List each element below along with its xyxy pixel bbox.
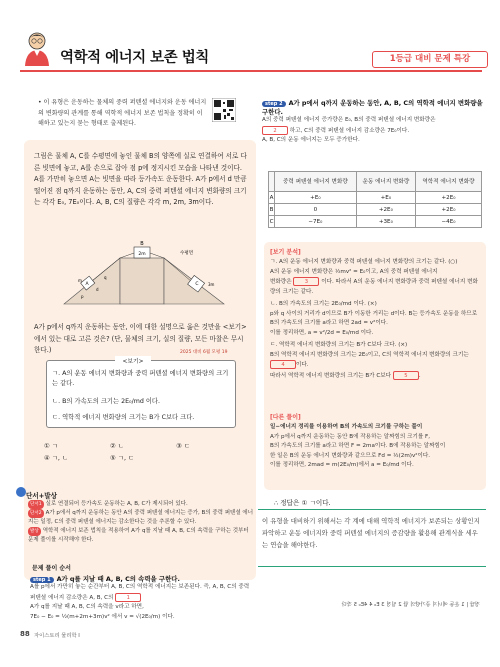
analysis-text: . xyxy=(418,372,421,379)
label-2m: 2m xyxy=(138,252,146,257)
table-row xyxy=(269,216,482,228)
step2-title: A가 p에서 q까지 운동하는 동안, A, B, C의 역학적 에너지 변화량을 구한다. xyxy=(262,99,483,116)
analysis-text: B의 역학적 에너지 변화량의 크기는 2E₀이고, C의 역학적 에너지 변화량의 크기는 xyxy=(270,351,469,358)
step1-text: A를 p에서 가만히 놓는 순간부터 A, B, C의 역학적 에너지는 보존된다. 즉, A, B, C의 중력 퍼텐셜 에너지 감소량은 A, B, C의 xyxy=(30,584,250,601)
analysis-label: [보기 분석] xyxy=(270,249,301,256)
lightbulb-icon xyxy=(16,487,26,497)
fill-box-2: 2 xyxy=(262,126,288,135)
table-cell: +2E₀ xyxy=(415,204,481,216)
step1-line: A가 q를 지날 때 A, B, C의 속력을 v라고 하면, xyxy=(30,604,144,610)
label-p: p xyxy=(81,294,84,299)
comment-text: 이 유형을 대비하기 위해서는 각 계에 대해 역학적 에너지가 보존되는 상황인지 파악하고 운동 에너지와 중력 퍼텐셜 에너지의 증감량을 활용해 관계식을 세우는 연습을 해야한다. xyxy=(262,517,480,549)
label-q: q xyxy=(104,275,107,280)
source-tag: 2025 대비 6월 모평 19 xyxy=(180,350,228,355)
solution-order-heading: 문제 풀이 순서 xyxy=(32,565,71,572)
table-header-row xyxy=(269,172,482,192)
title-divider xyxy=(20,70,482,72)
step2-line: A, B, C의 운동 에너지는 모두 증가한다. xyxy=(262,137,360,143)
another-line: 이를 정리하면, 2mad = m(2E₀/m)에서 a = E₀/md 이다. xyxy=(270,462,414,468)
step1-tag: step 1 xyxy=(30,577,54,583)
label-plane: 수평면 xyxy=(180,251,194,256)
step2-tag: step 2 xyxy=(262,101,286,107)
label-c: C xyxy=(195,282,199,287)
answer-choices xyxy=(44,440,244,464)
analysis-text: 이다. 따라서 A의 운동 에너지 변화량과 중력 퍼텐셜 에너지 변화량의 크기는 같다. xyxy=(270,279,478,295)
answer-line: ∴ 정답은 ① ㄱ이다. xyxy=(274,499,331,507)
table-cell: +E₀ xyxy=(275,192,357,204)
problem-question: A가 p에서 q까지 운동하는 동안, 이에 대한 설명으로 옳은 것만을 <보기>에서 있는 대로 고른 것은? (단, 물체의 크기, 실의 질량, 모든 마찰은 무시한다.) xyxy=(34,323,247,354)
table-row xyxy=(269,192,482,204)
tip-text: 실로 연결되어 등가속도 운동하는 A, B, C가 제시되어 있다. xyxy=(45,501,188,507)
step2-heading xyxy=(262,98,486,116)
table-row xyxy=(269,204,482,216)
answer-key-mirrored: 정답 | 1 운동 에너지 증가량의 합 2 일정 3 E₀ 4 4E₀ 5 작다 xyxy=(341,602,480,608)
table-cell: +E₀ xyxy=(356,192,415,204)
analysis-line: 이를 정리하면, a = v²/2d = E₀/md 이다. xyxy=(270,329,374,336)
teacher-avatar-icon xyxy=(20,30,54,66)
table-cell: −4E₀ xyxy=(415,216,481,228)
label-a: A xyxy=(85,282,89,287)
another-line: 한 일은 B의 운동 에너지 변화량과 같으므로 Fd = ½(2m)v²이다. xyxy=(270,452,431,459)
step1-heading xyxy=(30,574,256,583)
page-title: 역학적 에너지 보존 법칙 xyxy=(60,50,209,66)
tip-line xyxy=(28,527,254,545)
table-header: 운동 에너지 변화량 xyxy=(356,172,415,192)
analysis-line xyxy=(270,351,482,371)
tips-list xyxy=(28,500,254,545)
bogi-item: ㄱ. A의 운동 에너지 변화량과 중력 퍼텐셜 에너지 변화량의 크기는 같다. xyxy=(52,370,229,387)
analysis-line: ㄱ. A의 운동 에너지 변화량과 중력 퍼텐셜 에너지 변화량의 크기는 같다. (○) xyxy=(270,259,458,265)
tip-tag: 단서2 xyxy=(30,511,42,516)
analysis-line: ㄷ. 역학적 에너지 변화량의 크기는 B가 C보다 크다. (×) xyxy=(270,342,408,348)
tip-tag: 발상 xyxy=(30,529,39,534)
problem-statement: 그림은 물체 A, C를 수평면에 놓인 물체 B의 양쪽에 실로 연결하여 서로 다른 빗면에 놓고, A를 손으로 잡아 점 p에 정지시킨 모습을 나타낸 것이다. A를 가만히 놓으면 A는 빗면을 따라 등가속도 운동한다. A가 p에서 d 만큼 떨어진 점 q까지 운동하는 동안, A, C의 중력 퍼텐셜 에너지 변화량의 크기는 각각 E₀, 7E₀이다. A, B, C의 질량은 각각 m, 2m, 3m이다. xyxy=(34,152,247,206)
incline-diagram xyxy=(60,238,228,308)
another-solution xyxy=(270,423,482,471)
page-number: 88 xyxy=(20,630,30,638)
fill-box-4: 4 xyxy=(270,360,296,369)
bogi-label: <보기> xyxy=(115,356,151,365)
table-cell: −7E₀ xyxy=(275,216,357,228)
choice-2[interactable]: ② ㄴ xyxy=(110,442,124,450)
label-3m: 3m xyxy=(208,282,215,287)
analysis-line xyxy=(270,277,482,297)
table-cell: +2E₀ xyxy=(415,192,481,204)
table-header: 중력 퍼텐셜 에너지 변화량 xyxy=(275,172,357,192)
another-line: B의 가속도의 크기를 a라고 하면 F = 2ma이다. B에 작용하는 알짜힘이 xyxy=(270,443,446,449)
step1-line: 7E₀ − E₀ = ½(m+2m+3m)v² 에서 v = √(2E₀/m) 이다. xyxy=(30,613,175,620)
choice-5[interactable]: ⑤ ㄱ, ㄷ xyxy=(110,454,135,462)
step2-block xyxy=(262,98,486,146)
step1-title: A가 q를 지날 때 A, B, C의 속력을 구한다. xyxy=(56,575,180,583)
analysis-line: p와 q 사이의 거리가 d이므로 B가 이동한 거리는 d이다. B는 등가속도 운동을 하므로 B의 가속도의 크기를 a라고 하면 2ad = v²이다. xyxy=(270,310,478,326)
label-m: m xyxy=(78,278,82,283)
step2-text: 하고, C의 중력 퍼텐셜 에너지 감소량은 7E₀이다. xyxy=(289,127,410,134)
intro-body: 이 유형은 운동하는 물체의 중력 퍼텐셜 에너지와 운동 에너지의 변화량의 관계를 통해 역학적 에너지 보존 법칙을 정확히 이해하고 있는지 묻는 형태로 출제된다. xyxy=(38,99,207,127)
fill-box-5: 5 xyxy=(393,371,419,380)
footer-title: 자이스토리 물리학 Ⅰ xyxy=(34,633,80,639)
bogi-item: ㄷ. 역학적 에너지 변화량의 크기는 B가 C보다 크다. xyxy=(52,414,195,421)
another-solution-label: [다른 풀이] xyxy=(270,414,301,421)
analysis-text: 이다. xyxy=(296,362,309,368)
choice-1[interactable]: ① ㄱ xyxy=(44,442,58,450)
fill-box-1: 1 xyxy=(115,593,141,602)
step1-line xyxy=(30,583,256,603)
table-cell: A xyxy=(269,192,275,204)
another-line: 일−에너지 정리를 이용하여 B의 가속도의 크기를 구하는 풀이 xyxy=(270,424,423,430)
tip-tag: 단서1 xyxy=(30,502,42,507)
tip-line xyxy=(28,509,254,527)
fill-box-3: 3 xyxy=(293,277,319,286)
table-cell: B xyxy=(269,204,275,216)
intro-text: • 이 유형은 운동하는 물체의 중력 퍼텐셜 에너지와 운동 에너지의 변화량의 관계를 통해 역학적 에너지 보존 법칙을 정확히 이해하고 있는지 묻는 형태로 출제된다. xyxy=(38,99,207,127)
table-cell: +3E₀ xyxy=(356,216,415,228)
table-cell: 0 xyxy=(275,204,357,216)
label-d: d xyxy=(96,287,99,292)
analysis-line: A의 운동 에너지 변화량은 ½mv² = E₀이고, A의 중력 퍼텐셜 에너지 xyxy=(270,268,438,275)
table-header: 역학적 에너지 변화량 xyxy=(415,172,481,192)
tip-text: 역학적 에너지 보존 법칙을 적용하여 A가 q를 지날 때 A, B, C의 속력을 구하는 것부터 문제 풀이를 시작해야 한다. xyxy=(28,528,249,543)
step2-line xyxy=(262,126,486,137)
analysis-text: 변화량은 xyxy=(270,279,292,285)
analysis-text: 따라서 역학적 에너지 변화량의 크기는 B가 C보다 xyxy=(270,372,392,379)
choice-4[interactable]: ④ ㄱ, ㄴ xyxy=(44,454,69,462)
bogi-list xyxy=(52,369,232,423)
tip-line xyxy=(28,500,254,509)
analysis-line: ㄴ. B의 가속도의 크기는 2E₀/md 이다. (×) xyxy=(270,301,377,307)
qr-code-icon[interactable] xyxy=(212,98,236,122)
table-cell: +2E₀ xyxy=(356,204,415,216)
tips-heading: 단서+발상 xyxy=(26,492,58,500)
table-cell: C xyxy=(269,216,275,228)
step1-block xyxy=(30,574,256,622)
analysis-line xyxy=(270,371,482,382)
choice-3[interactable]: ③ ㄷ xyxy=(176,442,191,450)
level-badge: 1등급 대비 문제 특강 xyxy=(372,51,488,68)
bogi-item: ㄴ. B의 가속도의 크기는 2E₀/md 이다. xyxy=(52,398,161,405)
tip-text: A가 p에서 q까지 운동하는 동안 A의 중력 퍼텐셜 에너지는 증가, B의 중력 퍼텐셜 에너지는 일정, C의 중력 퍼텐셜 에너지는 감소한다는 것을 추론할 수 있다. xyxy=(28,510,254,525)
another-line: A가 p에서 q까지 운동하는 동안 B에 작용하는 알짜힘의 크기를 F, xyxy=(270,433,431,440)
analysis-list xyxy=(270,258,482,381)
label-b: B xyxy=(140,241,144,247)
step2-line: A의 중력 퍼텐셜 에너지 증가량은 E₀, B의 중력 퍼텐셜 에너지 변화량은 xyxy=(262,117,436,123)
energy-table xyxy=(268,171,482,228)
